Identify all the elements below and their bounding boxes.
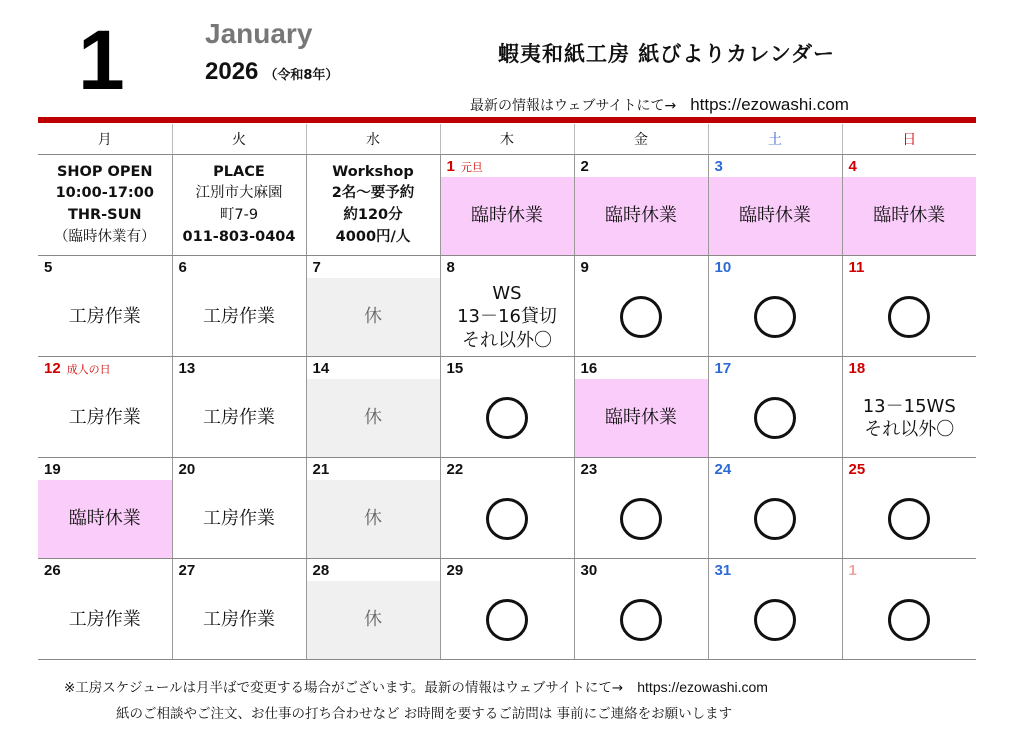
- day-number: [44, 259, 52, 276]
- weekday-fri: 金: [574, 124, 708, 155]
- day-number-value: 18: [848, 360, 866, 377]
- day-number: [313, 562, 330, 579]
- day-cell: [708, 559, 842, 660]
- status-text: 臨時休業: [68, 508, 141, 530]
- day-cell: [172, 458, 306, 559]
- status-open: [843, 278, 977, 356]
- day-cell: [708, 357, 842, 458]
- day-number-value: 28: [312, 562, 330, 579]
- day-number: [313, 461, 330, 478]
- day-number: [581, 461, 598, 478]
- status-closed: [575, 379, 708, 457]
- day-number: [715, 158, 723, 175]
- day-cell: [306, 458, 440, 559]
- status-open: [575, 278, 708, 356]
- day-number: [447, 562, 464, 579]
- day-number: [44, 562, 61, 579]
- day-number-value: 21: [312, 461, 330, 478]
- weekday-sun: 日: [842, 124, 976, 155]
- info-line: （臨時休業有）: [54, 228, 156, 245]
- info-block: [38, 155, 172, 255]
- day-cell: [842, 357, 976, 458]
- day-number-value: 1: [848, 562, 857, 579]
- status-text: 休: [364, 306, 382, 328]
- day-number-value: 17: [714, 360, 732, 377]
- day-cell: [574, 155, 708, 256]
- info-cell-place: [172, 155, 306, 256]
- status-open: [709, 480, 842, 558]
- status-work: [173, 581, 306, 659]
- weekday-tue: 火: [172, 124, 306, 155]
- status-closed: [441, 177, 574, 255]
- holiday-label: 元旦: [460, 162, 483, 174]
- day-number-value: 20: [178, 461, 196, 478]
- status-text: 工房作業: [203, 609, 275, 631]
- day-number: [715, 360, 732, 377]
- status-note: [843, 379, 977, 457]
- footer-note-schedule: [64, 676, 768, 696]
- status-open: [575, 480, 708, 558]
- status-work: [173, 480, 306, 558]
- day-number: [447, 360, 464, 377]
- day-number-value: 9: [580, 259, 589, 276]
- status-note: [441, 278, 574, 356]
- day-number: [581, 562, 598, 579]
- info-line: 10:00-17:00: [55, 185, 154, 202]
- status-work: [38, 581, 172, 659]
- day-number: [849, 360, 866, 377]
- day-number-value: 8: [446, 259, 455, 276]
- day-number-value: 26: [44, 562, 61, 579]
- day-cell: [842, 559, 976, 660]
- info-line: SHOP OPEN: [56, 163, 153, 180]
- day-number-value: 12: [44, 360, 61, 377]
- status-closed: [38, 480, 172, 558]
- week-row: [38, 559, 976, 660]
- note-line: それ以外〇: [462, 329, 552, 351]
- open-circle-icon: [620, 599, 662, 641]
- day-cell: [306, 256, 440, 357]
- website-url[interactable]: https://ezowashi.com: [690, 95, 849, 114]
- year: 2026: [205, 58, 259, 85]
- open-circle-icon: [754, 498, 796, 540]
- footer-note-text: ※工房スケジュールは月半ばで変更する場合がございます。最新の情報はウェブサイトにて→: [64, 680, 624, 696]
- day-cell: [306, 559, 440, 660]
- day-cell: [38, 357, 172, 458]
- day-cell: [38, 256, 172, 357]
- status-rest: [307, 379, 440, 457]
- status-text: 工房作業: [68, 407, 141, 429]
- day-cell: [440, 559, 574, 660]
- open-circle-icon: [486, 397, 528, 439]
- status-text: 臨時休業: [739, 205, 811, 227]
- open-circle-icon: [754, 397, 796, 439]
- day-number: [447, 461, 464, 478]
- day-number-value: 15: [446, 360, 464, 377]
- day-cell: [306, 357, 440, 458]
- status-text: 休: [364, 407, 382, 429]
- status-text: 工房作業: [68, 306, 141, 328]
- day-number: [179, 360, 196, 377]
- month-number: 1: [78, 13, 125, 107]
- calendar-grid: [38, 124, 976, 660]
- day-number-value: 27: [178, 562, 196, 579]
- status-open: [441, 379, 574, 457]
- day-number-value: 16: [580, 360, 598, 377]
- status-text: 臨時休業: [471, 205, 543, 227]
- info-line: 町7-9: [219, 207, 259, 223]
- open-circle-icon: [888, 498, 930, 540]
- info-block: [173, 155, 306, 255]
- day-number-value: 5: [44, 259, 53, 276]
- day-cell: [708, 155, 842, 256]
- status-closed: [843, 177, 977, 255]
- day-number: [44, 360, 111, 377]
- day-number: [179, 461, 196, 478]
- status-open: [843, 581, 977, 659]
- day-number: [313, 259, 321, 276]
- footer-website-url[interactable]: https://ezowashi.com: [637, 679, 768, 695]
- day-cell: [842, 256, 976, 357]
- week-row: [38, 357, 976, 458]
- day-number: [715, 461, 732, 478]
- website-note: [470, 95, 849, 115]
- day-cell: [708, 458, 842, 559]
- open-circle-icon: [754, 296, 796, 338]
- info-block: [307, 155, 440, 255]
- open-circle-icon: [486, 599, 528, 641]
- note-line: それ以外〇: [864, 419, 955, 440]
- note-line: 13－16貸切: [457, 306, 557, 328]
- day-number-value: 7: [312, 259, 321, 276]
- day-number: [715, 259, 732, 276]
- day-cell: [842, 155, 976, 256]
- open-circle-icon: [486, 498, 528, 540]
- status-rest: [307, 480, 440, 558]
- status-text: 臨時休業: [605, 205, 677, 227]
- status-open: [709, 379, 842, 457]
- status-closed: [709, 177, 842, 255]
- day-cell: [440, 256, 574, 357]
- weekday-sat: 土: [708, 124, 842, 155]
- day-number-value: 4: [848, 158, 857, 175]
- day-number: [715, 562, 732, 579]
- info-line: 4000円/人: [335, 228, 411, 245]
- brand-title: 蝦夷和紙工房 紙びよりカレンダー: [498, 42, 835, 66]
- weekday-wed: 水: [306, 124, 440, 155]
- day-number: [447, 158, 483, 175]
- status-text: 工房作業: [203, 508, 275, 530]
- open-circle-icon: [620, 498, 662, 540]
- day-cell: [574, 357, 708, 458]
- info-cell-workshop: [306, 155, 440, 256]
- day-number-value: 3: [714, 158, 723, 175]
- status-work: [173, 379, 306, 457]
- day-cell: [574, 256, 708, 357]
- day-number: [44, 461, 61, 478]
- day-cell: [440, 458, 574, 559]
- weekday-mon: 月: [38, 124, 172, 155]
- weekday-thu: 木: [440, 124, 574, 155]
- weekday-header-row: [38, 124, 976, 155]
- day-cell: [708, 256, 842, 357]
- holiday-label: 成人の日: [66, 364, 111, 376]
- day-cell: [172, 357, 306, 458]
- week-row: [38, 256, 976, 357]
- status-rest: [307, 581, 440, 659]
- day-number: [581, 360, 598, 377]
- open-circle-icon: [888, 599, 930, 641]
- status-text: 休: [364, 609, 382, 631]
- day-number-value: 11: [848, 259, 865, 276]
- day-number: [581, 158, 589, 175]
- status-text: 臨時休業: [605, 407, 677, 429]
- status-rest: [307, 278, 440, 356]
- day-number-value: 13: [178, 360, 196, 377]
- day-number-value: 10: [714, 259, 732, 276]
- month-name: January: [205, 18, 313, 49]
- day-number-value: 14: [312, 360, 330, 377]
- day-number: [849, 562, 857, 579]
- day-number-value: 29: [446, 562, 464, 579]
- day-cell: [574, 559, 708, 660]
- note-lines: [457, 282, 557, 352]
- website-note-text: 最新の情報はウェブサイトにて→: [470, 98, 677, 114]
- day-cell: [440, 155, 574, 256]
- day-number-value: 1: [446, 158, 455, 175]
- day-number: [849, 259, 865, 276]
- day-cell: [574, 458, 708, 559]
- info-line: 011-803-0404: [182, 228, 296, 245]
- day-cell: [172, 256, 306, 357]
- day-number: [447, 259, 455, 276]
- info-cell-shop: [38, 155, 172, 256]
- status-work: [173, 278, 306, 356]
- week-row: [38, 155, 976, 256]
- status-text: 臨時休業: [873, 205, 946, 227]
- day-cell: [842, 458, 976, 559]
- open-circle-icon: [754, 599, 796, 641]
- info-line: Workshop: [332, 163, 414, 180]
- status-work: [38, 278, 172, 356]
- day-number: [179, 259, 187, 276]
- day-number: [581, 259, 589, 276]
- info-line: 2名～要予約: [331, 185, 415, 202]
- day-number: [849, 461, 866, 478]
- day-number-value: 23: [580, 461, 598, 478]
- status-open: [575, 581, 708, 659]
- note-lines: [863, 395, 956, 442]
- day-cell: [172, 559, 306, 660]
- status-text: 工房作業: [68, 609, 141, 631]
- day-number: [849, 158, 857, 175]
- year-line: [205, 58, 338, 86]
- header-divider-bar: [38, 117, 976, 123]
- open-circle-icon: [888, 296, 930, 338]
- day-cell: [38, 458, 172, 559]
- footer-note-contact: 紙のご相談やご注文、お仕事の打ち合わせなど お時間を要するご訪問は 事前にご連絡をお願いします: [116, 706, 733, 722]
- note-line: WS: [492, 282, 522, 304]
- status-closed: [575, 177, 708, 255]
- day-cell: [440, 357, 574, 458]
- day-number-value: 2: [580, 158, 589, 175]
- day-number-value: 31: [714, 562, 732, 579]
- status-text: 工房作業: [203, 407, 275, 429]
- week-row: [38, 458, 976, 559]
- note-line: 13－15WS: [862, 395, 956, 417]
- day-number-value: 25: [848, 461, 866, 478]
- era-year: （令和8年）: [264, 68, 339, 83]
- day-number: [313, 360, 330, 377]
- day-number-value: 30: [580, 562, 598, 579]
- open-circle-icon: [620, 296, 662, 338]
- info-line: 約120分: [343, 207, 403, 223]
- status-open: [441, 581, 574, 659]
- status-open: [843, 480, 977, 558]
- status-text: 工房作業: [203, 306, 275, 328]
- day-number-value: 19: [44, 461, 61, 478]
- status-text: 休: [364, 508, 382, 530]
- info-line: PLACE: [213, 163, 265, 180]
- status-open: [441, 480, 574, 558]
- day-number: [179, 562, 196, 579]
- status-open: [709, 581, 842, 659]
- status-open: [709, 278, 842, 356]
- info-line: 江別市大麻園: [195, 185, 283, 202]
- info-line: THR-SUN: [67, 207, 142, 223]
- day-cell: [38, 559, 172, 660]
- day-number-value: 6: [178, 259, 187, 276]
- status-work: [38, 379, 172, 457]
- day-number-value: 22: [446, 461, 464, 478]
- day-number-value: 24: [714, 461, 732, 478]
